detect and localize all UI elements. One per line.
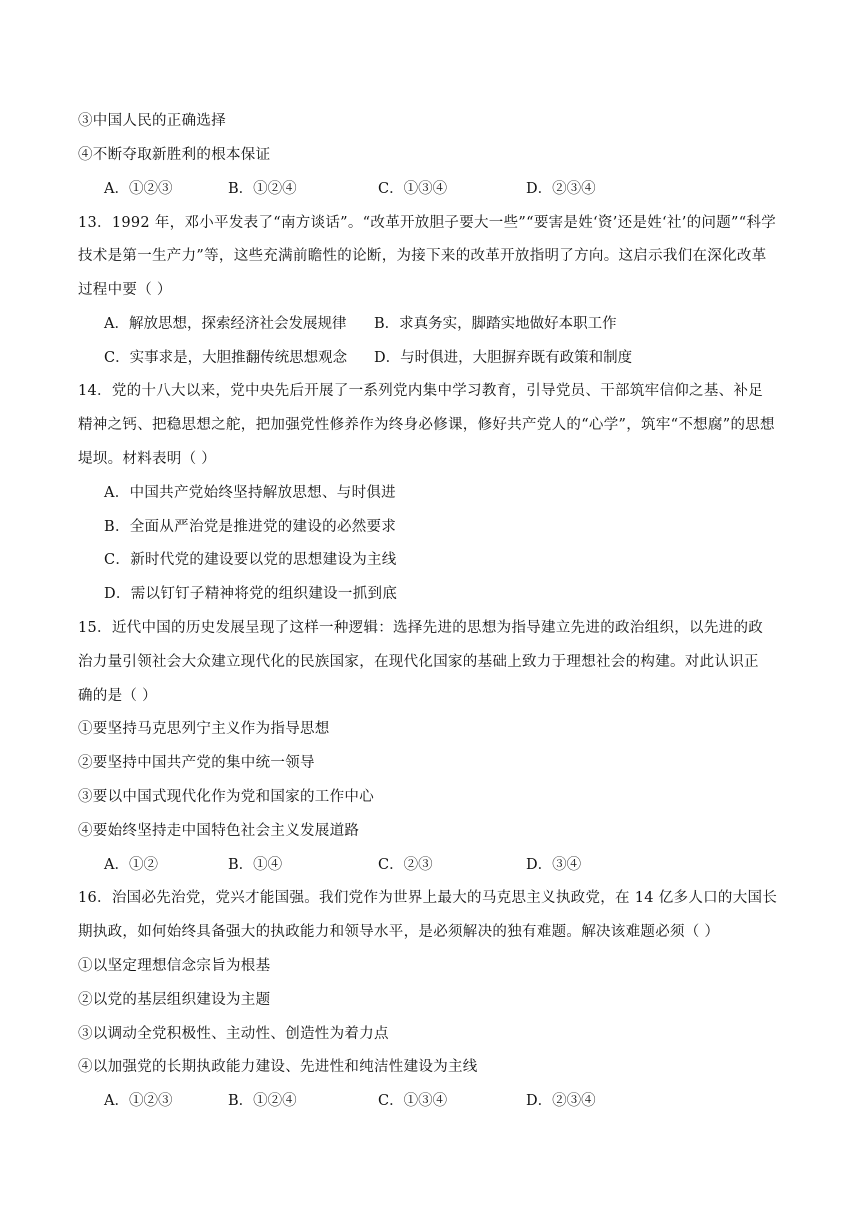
q14-stem-line-2: 精神之钙、把稳思想之舵，把加强党性修养作为终身必修课，修好共产党人的“心学”，筑牢“不想腐”的思想 [78,417,775,433]
q12-item-3: ③中国人民的正确选择 [78,113,226,129]
q16-option-b[interactable]: B．①②④ [228,1093,297,1109]
q12-item-4: ④不断夺取新胜利的根本保证 [78,147,271,163]
q15-stem-line-1: 15．近代中国的历史发展呈现了这样一种逻辑：选择先进的思想为指导建立先进的政治组织，以先进的政 [78,620,764,636]
q16-item-3: ③以调动全党积极性、主动性、创造性为着力点 [78,1026,389,1042]
q13-stem-line-3: 过程中要（ ） [78,282,172,298]
q15-item-1: ①要坚持马克思列宁主义作为指导思想 [78,721,330,737]
q12-option-c[interactable]: C．①③④ [378,181,448,197]
q16-option-c[interactable]: C．①③④ [378,1093,448,1109]
q16-item-2: ②以党的基层组织建设为主题 [78,992,271,1008]
q12-option-a[interactable]: A．①②③ [104,181,173,197]
q16-stem-line-2: 期执政，如何始终具备强大的执政能力和领导水平，是必须解决的独有难题。解决该难题必须（ ） [78,924,720,940]
q14-option-c[interactable]: C．新时代党的建设要以党的思想建设为主线 [104,552,397,568]
q13-stem-line-2: 技术是第一生产力”等，这些充满前瞻性的论断，为接下来的改革开放指明了方向。这启示我们在深化改革 [78,248,767,264]
q16-item-1: ①以坚定理想信念宗旨为根基 [78,958,271,974]
q15-option-a[interactable]: A．①② [104,857,158,873]
q15-stem-line-2: 治力量引领社会大众建立现代化的民族国家，在现代化国家的基础上致力于理想社会的构建。对此认识正 [78,654,759,670]
q14-option-a[interactable]: A．中国共产党始终坚持解放思想、与时俱进 [104,485,396,501]
q13-option-a[interactable]: A．解放思想，探索经济社会发展规律 [104,316,347,332]
q13-option-b[interactable]: B．求真务实，脚踏实地做好本职工作 [374,316,617,332]
q15-option-d[interactable]: D．③④ [526,857,582,873]
q15-item-3: ③要以中国式现代化作为党和国家的工作中心 [78,789,374,805]
q13-options-row-1 [104,314,617,334]
q14-stem-line-3: 堤坝。材料表明（ ） [78,451,217,467]
q16-option-a[interactable]: A．①②③ [104,1093,173,1109]
q15-option-c[interactable]: C．②③ [378,857,433,873]
q15-item-4: ④要始终坚持走中国特色社会主义发展道路 [78,823,360,839]
q15-stem-line-3: 确的是（ ） [78,688,157,704]
q13-option-d[interactable]: D．与时俱进，大胆摒弃既有政策和制度 [374,350,633,366]
q13-options-row-2 [104,348,632,368]
q12-option-d[interactable]: D．②③④ [526,181,596,197]
q16-item-4: ④以加强党的长期执政能力建设、先进性和纯洁性建设为主线 [78,1059,478,1075]
q13-stem-line-1: 13．1992 年，邓小平发表了“南方谈话”。“改革开放胆子要大一些”“要害是姓‘资’还是姓‘社’的问题”“科学 [78,215,777,231]
q14-option-d[interactable]: D．需以钉钉子精神将党的组织建设一抓到底 [104,586,398,602]
q16-option-d[interactable]: D．②③④ [526,1093,596,1109]
q16-stem-line-1: 16．治国必先治党，党兴才能国强。我们党作为世界上最大的马克思主义执政党，在 14 亿多人口的大国长 [78,890,778,906]
q15-option-b[interactable]: B．①④ [228,857,283,873]
q15-item-2: ②要坚持中国共产党的集中统一领导 [78,755,315,771]
q14-stem-line-1: 14．党的十八大以来，党中央先后开展了一系列党内集中学习教育，引导党员、干部筑牢信仰之基、补足 [78,383,764,399]
q13-option-c[interactable]: C．实事求是，大胆推翻传统思想观念 [104,350,348,366]
q14-option-b[interactable]: B．全面从严治党是推进党的建设的必然要求 [104,519,397,535]
q12-option-b[interactable]: B．①②④ [228,181,297,197]
